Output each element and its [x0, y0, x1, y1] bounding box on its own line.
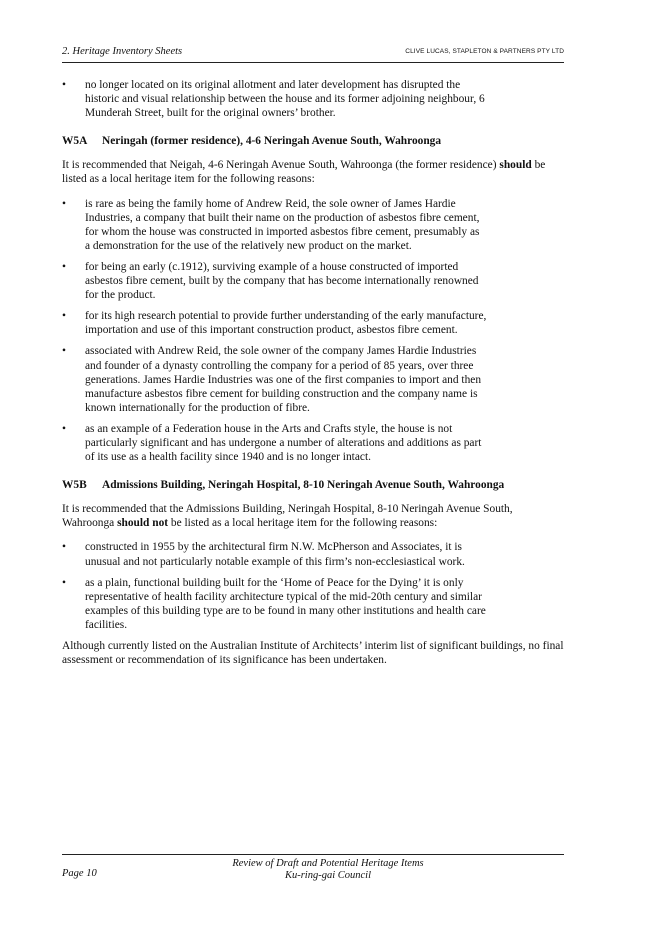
footer-divider: [62, 854, 564, 855]
list-item: • no longer located on its original allotment and later development has disrupted the historic and visual relationship between the house and its former adjoining neighbour, 6 Munderah Street, built for the original owners’ brother.: [62, 79, 485, 120]
bullet-icon: •: [62, 79, 66, 91]
recommendation-emphasis: should: [499, 159, 532, 172]
section-heading-w5a: [62, 134, 566, 148]
footer-council-name: Ku-ring-gai Council: [284, 870, 372, 881]
closing-paragraph: Although currently listed on the Australian Institute of Architects’ interim list of significant buildings, no final assessment or recommendation of its significance has been undertaken.: [62, 640, 564, 667]
recommendation-emphasis: should not: [117, 517, 169, 530]
section-title: 2. Heritage Inventory Sheets: [62, 46, 183, 57]
reasons-list-w5b: [62, 540, 566, 632]
bullet-icon: •: [62, 260, 66, 273]
bullet-icon: •: [62, 422, 66, 435]
list-item: • is rare as being the family home of Andrew Reid, the sole owner of James Hardie Industries, a company that built their name on the production of asbestos fibre cement, for whom the house was constructed in imported asbestos fibre cement, presumably as a demonstration for the use of the relatively new product on the market.: [62, 197, 480, 252]
list-item: • for being an early (c.1912), surviving example of a house constructed of imported asbestos fibre cement, built by the company that has become internationally renowned for the product.: [62, 260, 479, 302]
intro-bullet-list: [62, 78, 566, 120]
list-item: • for its high research potential to provide further understanding of the early manufacture, importation and use of this important construction product, asbestos fibre cement.: [62, 310, 487, 337]
list-item: • constructed in 1955 by the architectural firm N.W. McPherson and Associates, it is unusual and not particularly notable example of this firm’s non-ecclesiastical work.: [62, 541, 465, 568]
recommendation-paragraph: It is recommended that Neigah, 4-6 Neringah Avenue South, Wahroonga (the former residence) should be listed as a local heritage item for the following reasons:: [62, 159, 546, 186]
document-body: [62, 78, 566, 677]
item-code: W5A: [62, 135, 88, 148]
recommendation-paragraph: It is recommended that the Admissions Building, Neringah Hospital, 8-10 Neringah Avenue South, Wahroonga should not be listed as a local heritage item for the following reasons:: [62, 503, 513, 530]
reasons-list-w5a: [62, 197, 566, 465]
item-title: Neringah (former residence), 4-6 Neringah Avenue South, Wahroonga: [102, 135, 442, 148]
item-title: Admissions Building, Neringah Hospital, 8-10 Neringah Avenue South, Wahroonga: [102, 479, 505, 492]
bullet-icon: •: [62, 541, 66, 554]
bullet-icon: •: [62, 345, 66, 358]
bullet-icon: •: [62, 576, 66, 589]
bullet-icon: •: [62, 310, 66, 323]
page-number: Page 10: [62, 868, 97, 879]
footer-report-title: Review of Draft and Potential Heritage Items: [232, 858, 424, 869]
list-item: • associated with Andrew Reid, the sole owner of the company James Hardie Industries and founder of a dynasty controlling the company for a period of 85 years, over three generations. James Hardie Industries was one of the first companies to import and then manufacture asbestos fibre cement for building construction and the company name is known internationally for the production of fibre.: [62, 345, 482, 414]
list-item: • as a plain, functional building built for the ‘Home of Peace for the Dying’ it is only representative of health facility architecture typical of the mid-20th century and similar examples of this building type are to be found in many other institutions and health care facilities.: [62, 576, 486, 631]
item-code: W5B: [62, 479, 87, 492]
page-header: [62, 46, 564, 63]
bullet-icon: •: [62, 197, 66, 210]
list-item: • as an example of a Federation house in the Arts and Crafts style, the house is not particularly significant and has undergone a number of alterations and additions as part of its use as a health facility since 1940 and is no longer intact.: [62, 422, 482, 464]
company-name: CLIVE LUCAS, STAPLETON & PARTNERS PTY LTD: [405, 48, 564, 55]
section-heading-w5b: [62, 478, 566, 492]
